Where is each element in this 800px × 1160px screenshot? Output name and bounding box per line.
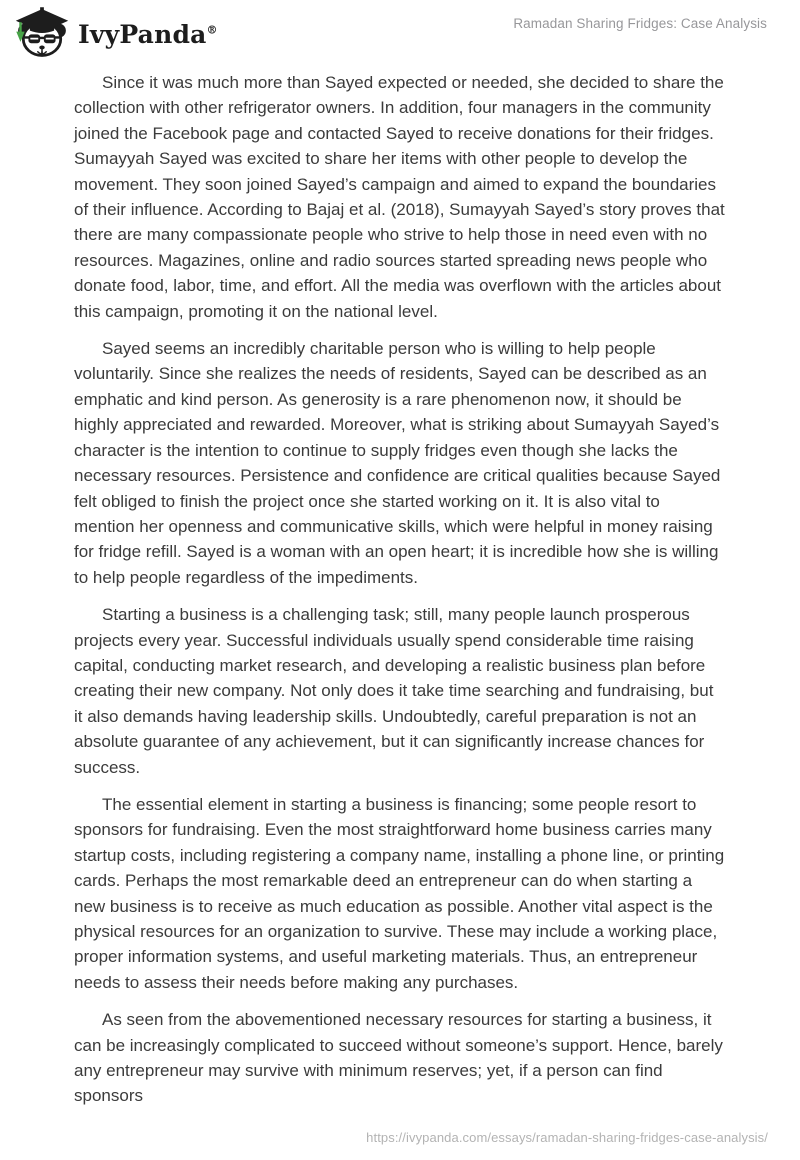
paragraph-4: The essential element in starting a business is financing; some people resort to sponsors for fundraising. Even the most straightforward home business carries many startup costs, including registering a company name, installing a phone line, or printing cards. Perhaps the most remarkable deed an entrepreneur can do when starting a new business is to receive as much education as possible. Another vital aspect is the physical resources for an organization to survive. These may include a working place, proper information systems, and useful marketing materials. Thus, an entrepreneur needs to assess their needs before making any purchases. xyxy=(74,794,725,992)
logo-wordmark xyxy=(78,18,218,47)
page-footer xyxy=(366,1129,768,1147)
document-title: Ramadan Sharing Fridges: Case Analysis xyxy=(513,16,767,31)
paragraph-2: Sayed seems an incredibly charitable person who is willing to help people voluntarily. Since she realizes the needs of residents, Sayed can be described as an emphatic and kind person. As generosity is a rare phenomenon now, it should be highly appreciated and rewarded. Moreover, what is striking about Sumayyah Sayed’s character is the intention to continue to supply fridges even though she lacks the necessary resources. Persistence and confidence are critical qualities because Sayed felt obliged to finish the project once she started working on it. It is also vital to mention her openness and communicative skills, which were helpful in money raising for fridge refill. Sayed is a woman with an open heart; it is incredible how she is willing to help people regardless of the impediments. xyxy=(74,339,721,587)
source-url[interactable]: https://ivypanda.com/essays/ramadan-sharing-fridges-case-analysis/ xyxy=(366,1130,768,1145)
ivypanda-logo xyxy=(13,6,218,59)
essay-body xyxy=(74,70,725,1121)
paragraph-3: Starting a business is a challenging task; still, many people launch prosperous projects every year. Successful individuals usually spend considerable time raising capital, conducting market research, and developing a realistic business plan before creating their new company. Not only does it take time searching and fundraising, but it also demands having leadership skills. Undoubtedly, careful preparation is not an absolute guarantee of any achievement, but it can significantly increase chances for success. xyxy=(74,605,714,777)
paragraph-1: Since it was much more than Sayed expected or needed, she decided to share the collection with other refrigerator owners. In addition, four managers in the community joined the Facebook page and contacted Sayed to receive donations for their fridges. Sumayyah Sayed was excited to share her items with other people to develop the movement. They soon joined Sayed’s campaign and aimed to expand the boundaries of their influence. According to Bajaj et al. (2018), Sumayyah Sayed’s story proves that there are many compassionate people who strive to help those in need even with no resources. Magazines, online and radio sources started spreading news people who donate food, labor, time, and effort. All the media was overflown with the articles about this campaign, promoting it on the national level. xyxy=(74,73,725,321)
logo-text: IvyPanda xyxy=(78,20,207,49)
panda-graduate-icon xyxy=(13,6,71,59)
paragraph-5: As seen from the abovementioned necessary resources for starting a business, it can be increasingly complicated to succeed without someone’s support. Hence, barely any entrepreneur may survive with minimum reserves; yet, if a person can find sponsors xyxy=(74,1010,723,1106)
page-header xyxy=(0,0,800,64)
registered-mark: ® xyxy=(206,23,218,37)
